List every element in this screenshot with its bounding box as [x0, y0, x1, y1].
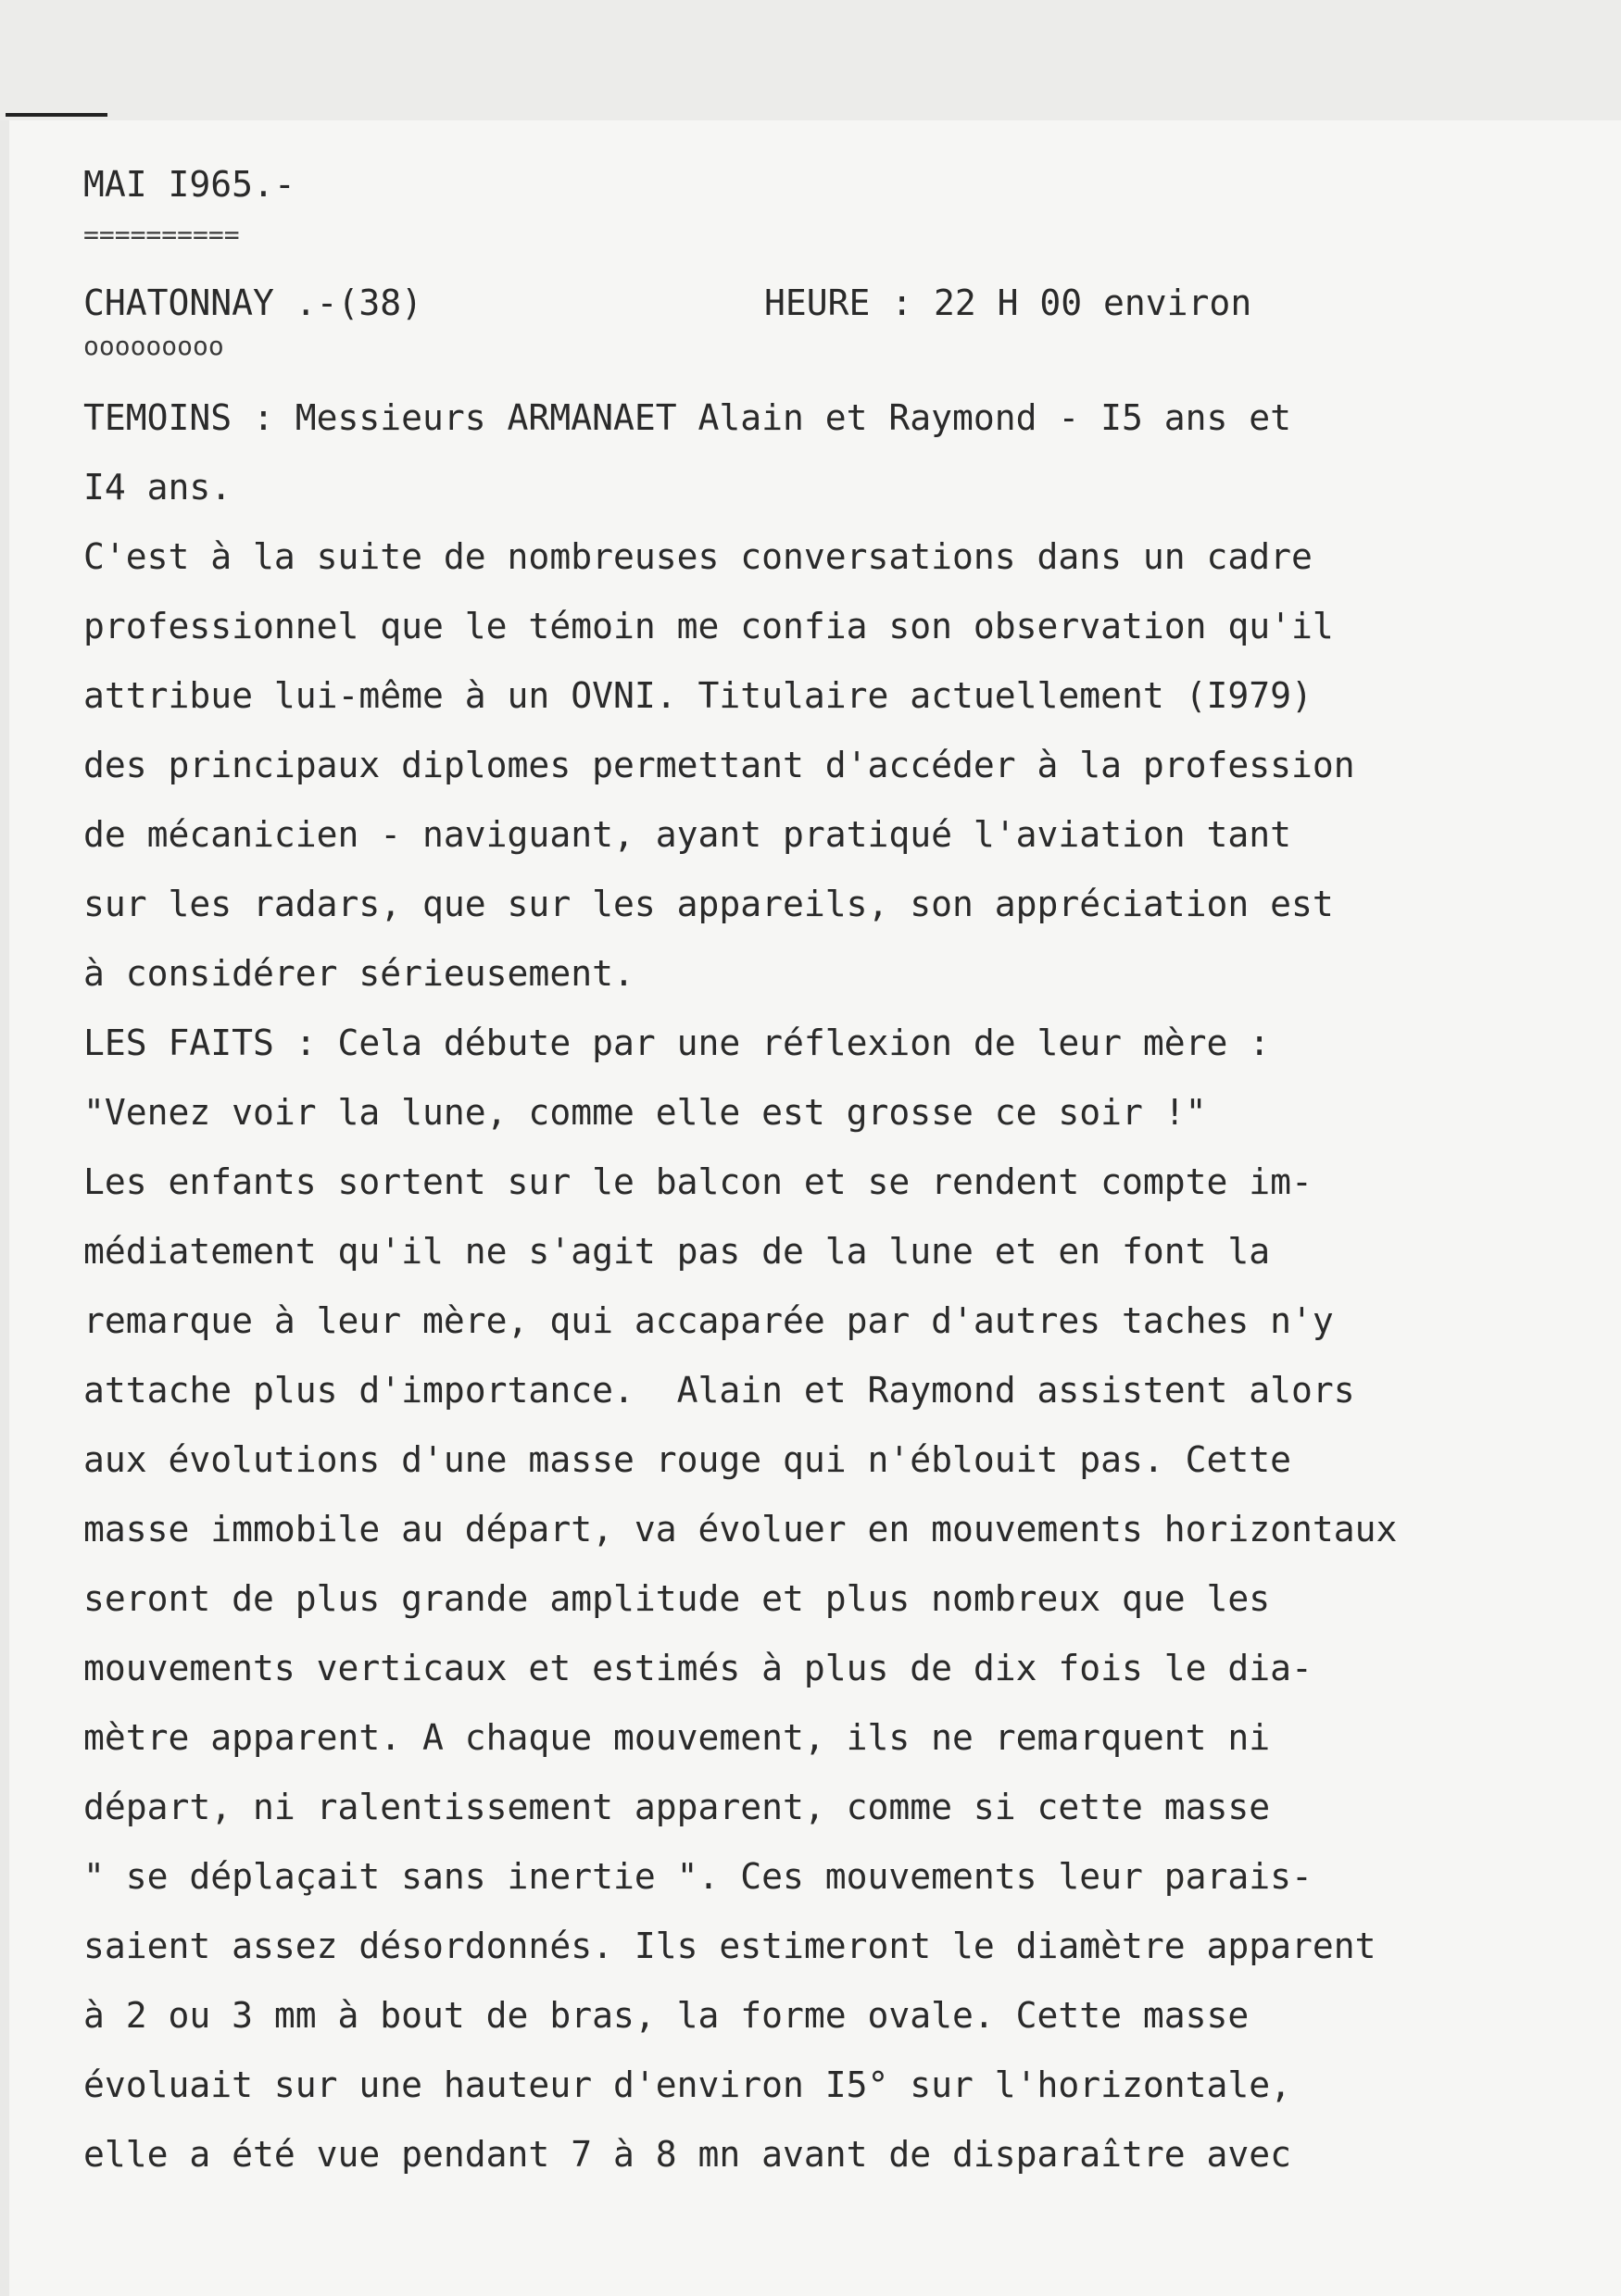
corner-mark: [6, 113, 107, 117]
body-line: elle a été vue pendant 7 à 8 mn avant de disparaître avec: [83, 2134, 1292, 2175]
body-line: à 2 ou 3 mm à bout de bras, la forme ovale. Cette masse: [83, 1995, 1250, 2036]
body-line: seront de plus grande amplitude et plus nombreux que les: [83, 1578, 1271, 1619]
body-line: aux évolutions d'une masse rouge qui n'éblouit pas. Cette: [83, 1439, 1292, 1480]
location-heading: CHATONNAY .-(38): [83, 282, 423, 323]
paper-sheet: [9, 120, 1621, 2296]
body-line: attache plus d'importance. Alain et Raymond assistent alors: [83, 1370, 1355, 1411]
body-line: à considérer sérieusement.: [83, 953, 635, 994]
body-line: mouvements verticaux et estimés à plus de dix fois le dia-: [83, 1648, 1313, 1688]
body-line: évoluait sur une hauteur d'environ I5° sur l'horizontale,: [83, 2064, 1292, 2105]
body-line: LES FAITS : Cela débute par une réflexion de leur mère :: [83, 1023, 1271, 1063]
body-line: médiatement qu'il ne s'agit pas de la lune et en font la: [83, 1231, 1271, 1272]
time-heading: HEURE : 22 H 00 environ: [764, 282, 1252, 323]
body-line: mètre apparent. A chaque mouvement, ils ne remarquent ni: [83, 1717, 1271, 1758]
body-line: sur les radars, que sur les appareils, son appréciation est: [83, 884, 1334, 924]
body-line: " se déplaçait sans inertie ". Ces mouvements leur parais-: [83, 1856, 1313, 1897]
location-underline: ooooooooo: [83, 331, 224, 361]
body-line: attribue lui-même à un OVNI. Titulaire actuellement (I979): [83, 675, 1313, 716]
body-line: Les enfants sortent sur le balcon et se rendent compte im-: [83, 1161, 1313, 1202]
body-line: "Venez voir la lune, comme elle est grosse ce soir !": [83, 1092, 1207, 1133]
body-line: masse immobile au départ, va évoluer en mouvements horizontaux: [83, 1509, 1398, 1549]
body-line: I4 ans.: [83, 467, 232, 508]
body-line: TEMOINS : Messieurs ARMANAET Alain et Raymond - I5 ans et: [83, 397, 1292, 438]
body-line: des principaux diplomes permettant d'accéder à la profession: [83, 745, 1355, 785]
body-line: de mécanicien - naviguant, ayant pratiqué l'aviation tant: [83, 814, 1292, 855]
body-line: professionnel que le témoin me confia son observation qu'il: [83, 606, 1334, 646]
date-underline: ==========: [83, 220, 240, 250]
body-line: remarque à leur mère, qui accaparée par d'autres taches n'y: [83, 1300, 1334, 1341]
body-line: saient assez désordonnés. Ils estimeront le diamètre apparent: [83, 1926, 1376, 1966]
scan-top-edge: [0, 0, 1621, 120]
body-line: C'est à la suite de nombreuses conversations dans un cadre: [83, 536, 1313, 577]
body-line: départ, ni ralentissement apparent, comme si cette masse: [83, 1787, 1271, 1827]
date-heading: MAI I965.-: [83, 164, 295, 205]
